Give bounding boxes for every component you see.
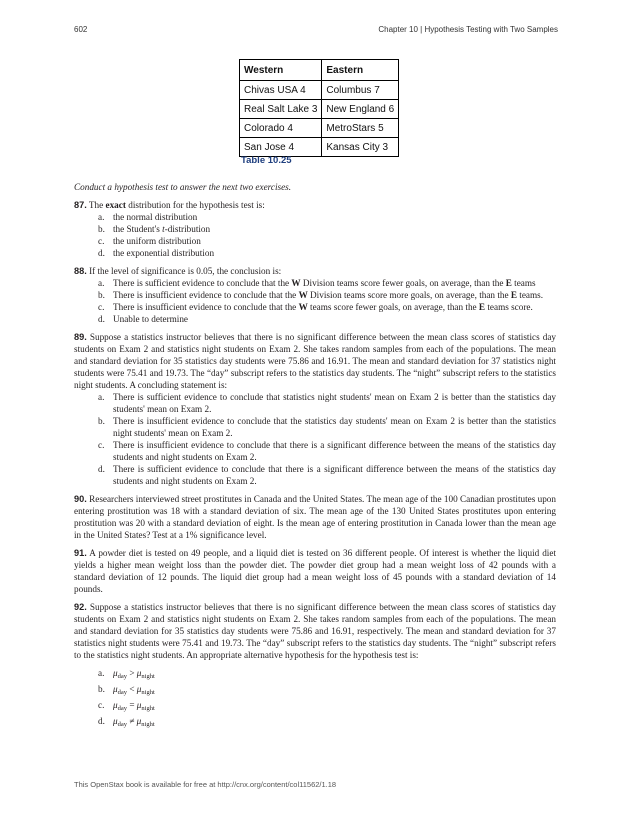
- exercise-89: [74, 331, 556, 487]
- option-item: [74, 301, 556, 313]
- option-letter: a.: [98, 668, 105, 678]
- mu-symbol: μ: [136, 700, 142, 710]
- option-item: [74, 211, 556, 223]
- option-text-bold: E: [505, 278, 512, 288]
- exercise-text: Suppose a statistics instructor believes that there is no significant difference between the mean class scores of statistics day students on Exam 2 and statistics night students on Exam 2. She takes random samples from each of the populations. The mean and standard deviation for 35 statistics day students were 75.86 and 16.91. The mean and standard deviation for 37 statistics night students were 75.41 and 19.73. The “day” subscript refers to the statistics day students. The “night” subscript refers to the statistics night students. A concluding statement is:: [74, 332, 556, 390]
- option-item: [74, 247, 556, 259]
- option-letter: d.: [98, 248, 105, 258]
- exercise-text: distribution for the hypothesis test is:: [125, 200, 265, 210]
- option-text: the Student's: [113, 224, 163, 234]
- subscript-day: day: [117, 673, 128, 680]
- subscript-day: day: [117, 705, 128, 712]
- footer-note: This OpenStax book is available for free at http://cnx.org/content/col11562/1.18: [74, 780, 337, 789]
- exercise-text: If the level of significance is 0.05, the conclusion is:: [89, 266, 282, 276]
- exercise-number: 88.: [74, 266, 87, 276]
- table-header-cell: Eastern: [322, 60, 399, 81]
- exercise-intro: Conduct a hypothesis test to answer the next two exercises.: [74, 182, 292, 192]
- option-item: [74, 391, 556, 415]
- option-text-bold: W: [291, 278, 301, 288]
- table-cell: Real Salt Lake 3: [240, 100, 322, 119]
- exercise-number: 89.: [74, 332, 87, 342]
- option-letter: a.: [98, 392, 105, 402]
- table-caption: Table 10.25: [241, 155, 292, 166]
- mu-symbol: μ: [136, 668, 142, 678]
- option-list: [74, 667, 556, 731]
- subscript-day: day: [117, 721, 128, 728]
- option-text: teams score fewer goals, on average, than the: [307, 302, 479, 312]
- option-text: There is sufficient evidence to conclude that statistics night students' mean on Exam 2 is better than the statistics day students' mean on Exam 2.: [113, 392, 556, 414]
- option-text: There is insufficient evidence to conclude that the: [113, 290, 299, 300]
- option-text: Division teams score more goals, on average, than the: [307, 290, 511, 300]
- option-item: [74, 463, 556, 487]
- exercise-number: 92.: [74, 602, 87, 612]
- option-text: There is insufficient evidence to conclude that the: [113, 302, 299, 312]
- subscript-night: night: [141, 721, 155, 728]
- exercise-text: Researchers interviewed street prostitutes in Canada and the United States. The mean age of the 100 Canadian prostitutes upon entering prostitution was 18 with a standard deviation of six. The mean age of the 130 United States prostitutes upon entering prostitution was 20 with a standard deviation of eight. Is the mean age of entering prostitution in Canada lower than the mean age in the United States? Test at a 1% significance level.: [74, 494, 556, 540]
- chapter-header: Chapter 10 | Hypothesis Testing with Two Samples: [378, 25, 558, 34]
- exercise-number: 91.: [74, 548, 87, 558]
- option-letter: c.: [98, 302, 105, 312]
- option-text: the normal distribution: [113, 212, 198, 222]
- subscript-day: day: [117, 689, 128, 696]
- exercise-number: 87.: [74, 200, 87, 210]
- table-cell: MetroStars 5: [322, 119, 399, 138]
- option-item: [74, 223, 556, 235]
- option-letter: d.: [98, 314, 105, 324]
- table-row: [240, 119, 399, 138]
- option-item: [74, 699, 556, 715]
- option-item: [74, 415, 556, 439]
- option-list: [74, 211, 556, 259]
- table-row: [240, 138, 399, 157]
- option-item: [74, 313, 556, 325]
- option-letter: a.: [98, 212, 105, 222]
- option-text-bold: E: [478, 302, 486, 312]
- option-letter: b.: [98, 290, 105, 300]
- option-text: the uniform distribution: [113, 236, 201, 246]
- option-text-bold: E: [510, 290, 517, 300]
- mu-symbol: μ: [113, 684, 118, 694]
- table-cell: San Jose 4: [240, 138, 322, 157]
- option-text: There is sufficient evidence to conclude that there is a significant difference between the means of the statistics day students and night students on Exam 2.: [113, 464, 556, 486]
- comparison-operator: =: [129, 700, 135, 710]
- option-item: [74, 235, 556, 247]
- option-text: teams: [511, 278, 536, 288]
- mu-symbol: μ: [113, 716, 118, 726]
- mu-symbol: μ: [136, 716, 142, 726]
- exercise-87: [74, 199, 556, 259]
- option-letter: d.: [98, 716, 105, 726]
- exercise-90: [74, 493, 556, 541]
- exercise-88: [74, 265, 556, 325]
- exercise-text: The: [88, 200, 106, 210]
- option-text-italic: t: [162, 224, 165, 234]
- option-letter: b.: [98, 416, 105, 426]
- option-item: [74, 667, 556, 683]
- mu-symbol: μ: [136, 684, 142, 694]
- option-item: [74, 683, 556, 699]
- comparison-operator: <: [129, 684, 135, 694]
- option-item: [74, 277, 556, 289]
- option-text: Division teams score fewer goals, on average, than the: [300, 278, 506, 288]
- exercise-92: [74, 601, 556, 731]
- option-text-bold: W: [298, 290, 308, 300]
- mu-symbol: μ: [113, 668, 118, 678]
- option-text: There is insufficient evidence to conclude that there is a significant difference between the means of the statistics day students and night students on Exam 2.: [113, 440, 556, 462]
- exercise-text-bold: exact: [105, 200, 126, 210]
- mu-symbol: μ: [113, 700, 118, 710]
- option-item: [74, 289, 556, 301]
- page-number: 602: [74, 25, 88, 34]
- table-row: [240, 81, 399, 100]
- table-cell: Columbus 7: [322, 81, 399, 100]
- exercise-91: [74, 547, 556, 595]
- teams-table: [239, 59, 399, 157]
- option-text: -distribution: [164, 224, 211, 234]
- table-row: [240, 100, 399, 119]
- option-letter: c.: [98, 440, 105, 450]
- exercises: [74, 181, 556, 737]
- subscript-night: night: [141, 673, 155, 680]
- option-text: the exponential distribution: [113, 248, 215, 258]
- table-header-row: [240, 60, 399, 81]
- option-text-bold: W: [298, 302, 308, 312]
- option-list: [74, 391, 556, 487]
- table-cell: Colorado 4: [240, 119, 322, 138]
- exercise-text: Suppose a statistics instructor believes that there is no significant difference between the mean class scores of statistics day students on Exam 2 and statistics night students on Exam 2. She takes random samples from each of the populations. The mean and standard deviation for 35 statistics day students were 75.86 and 16.91, respectively. The mean and standard deviation for 37 statistics night students were 75.41 and 19.73. The “day” subscript refers to the statistics day students. The “night” subscript refers to the statistics night students. An appropriate alternative hypothesis for the hypothesis test is:: [74, 602, 556, 660]
- option-letter: b.: [98, 224, 105, 234]
- subscript-night: night: [141, 705, 155, 712]
- option-letter: c.: [98, 700, 105, 710]
- option-letter: c.: [98, 236, 105, 246]
- table-cell: Chivas USA 4: [240, 81, 322, 100]
- exercise-text: A powder diet is tested on 49 people, and a liquid diet is tested on 36 different people. Of interest is whether the liquid diet yields a higher mean weight loss than the powder diet. The powder diet group had a mean weight loss of 42 pounds with a standard deviation of 12 pounds. The liquid diet group had a mean weight loss of 45 pounds with a standard deviation of 14 pounds.: [74, 548, 556, 594]
- table-cell: Kansas City 3: [322, 138, 399, 157]
- option-text: There is insufficient evidence to conclude that the statistics day students' mean on Exam 2 is better than the statistics night students' mean on Exam 2.: [113, 416, 556, 438]
- comparison-operator: >: [129, 668, 135, 678]
- option-text: teams.: [516, 290, 544, 300]
- comparison-operator: ≠: [129, 716, 135, 726]
- option-list: [74, 277, 556, 325]
- option-text: There is sufficient evidence to conclude that the: [113, 278, 292, 288]
- option-text: Unable to determine: [113, 314, 189, 324]
- option-item: [74, 715, 556, 731]
- option-letter: a.: [98, 278, 105, 288]
- option-text: teams score.: [485, 302, 533, 312]
- option-item: [74, 439, 556, 463]
- exercise-number: 90.: [74, 494, 87, 504]
- subscript-night: night: [141, 689, 155, 696]
- option-letter: b.: [98, 684, 105, 694]
- option-letter: d.: [98, 464, 105, 474]
- table-header-cell: Western: [240, 60, 322, 81]
- table-cell: New England 6: [322, 100, 399, 119]
